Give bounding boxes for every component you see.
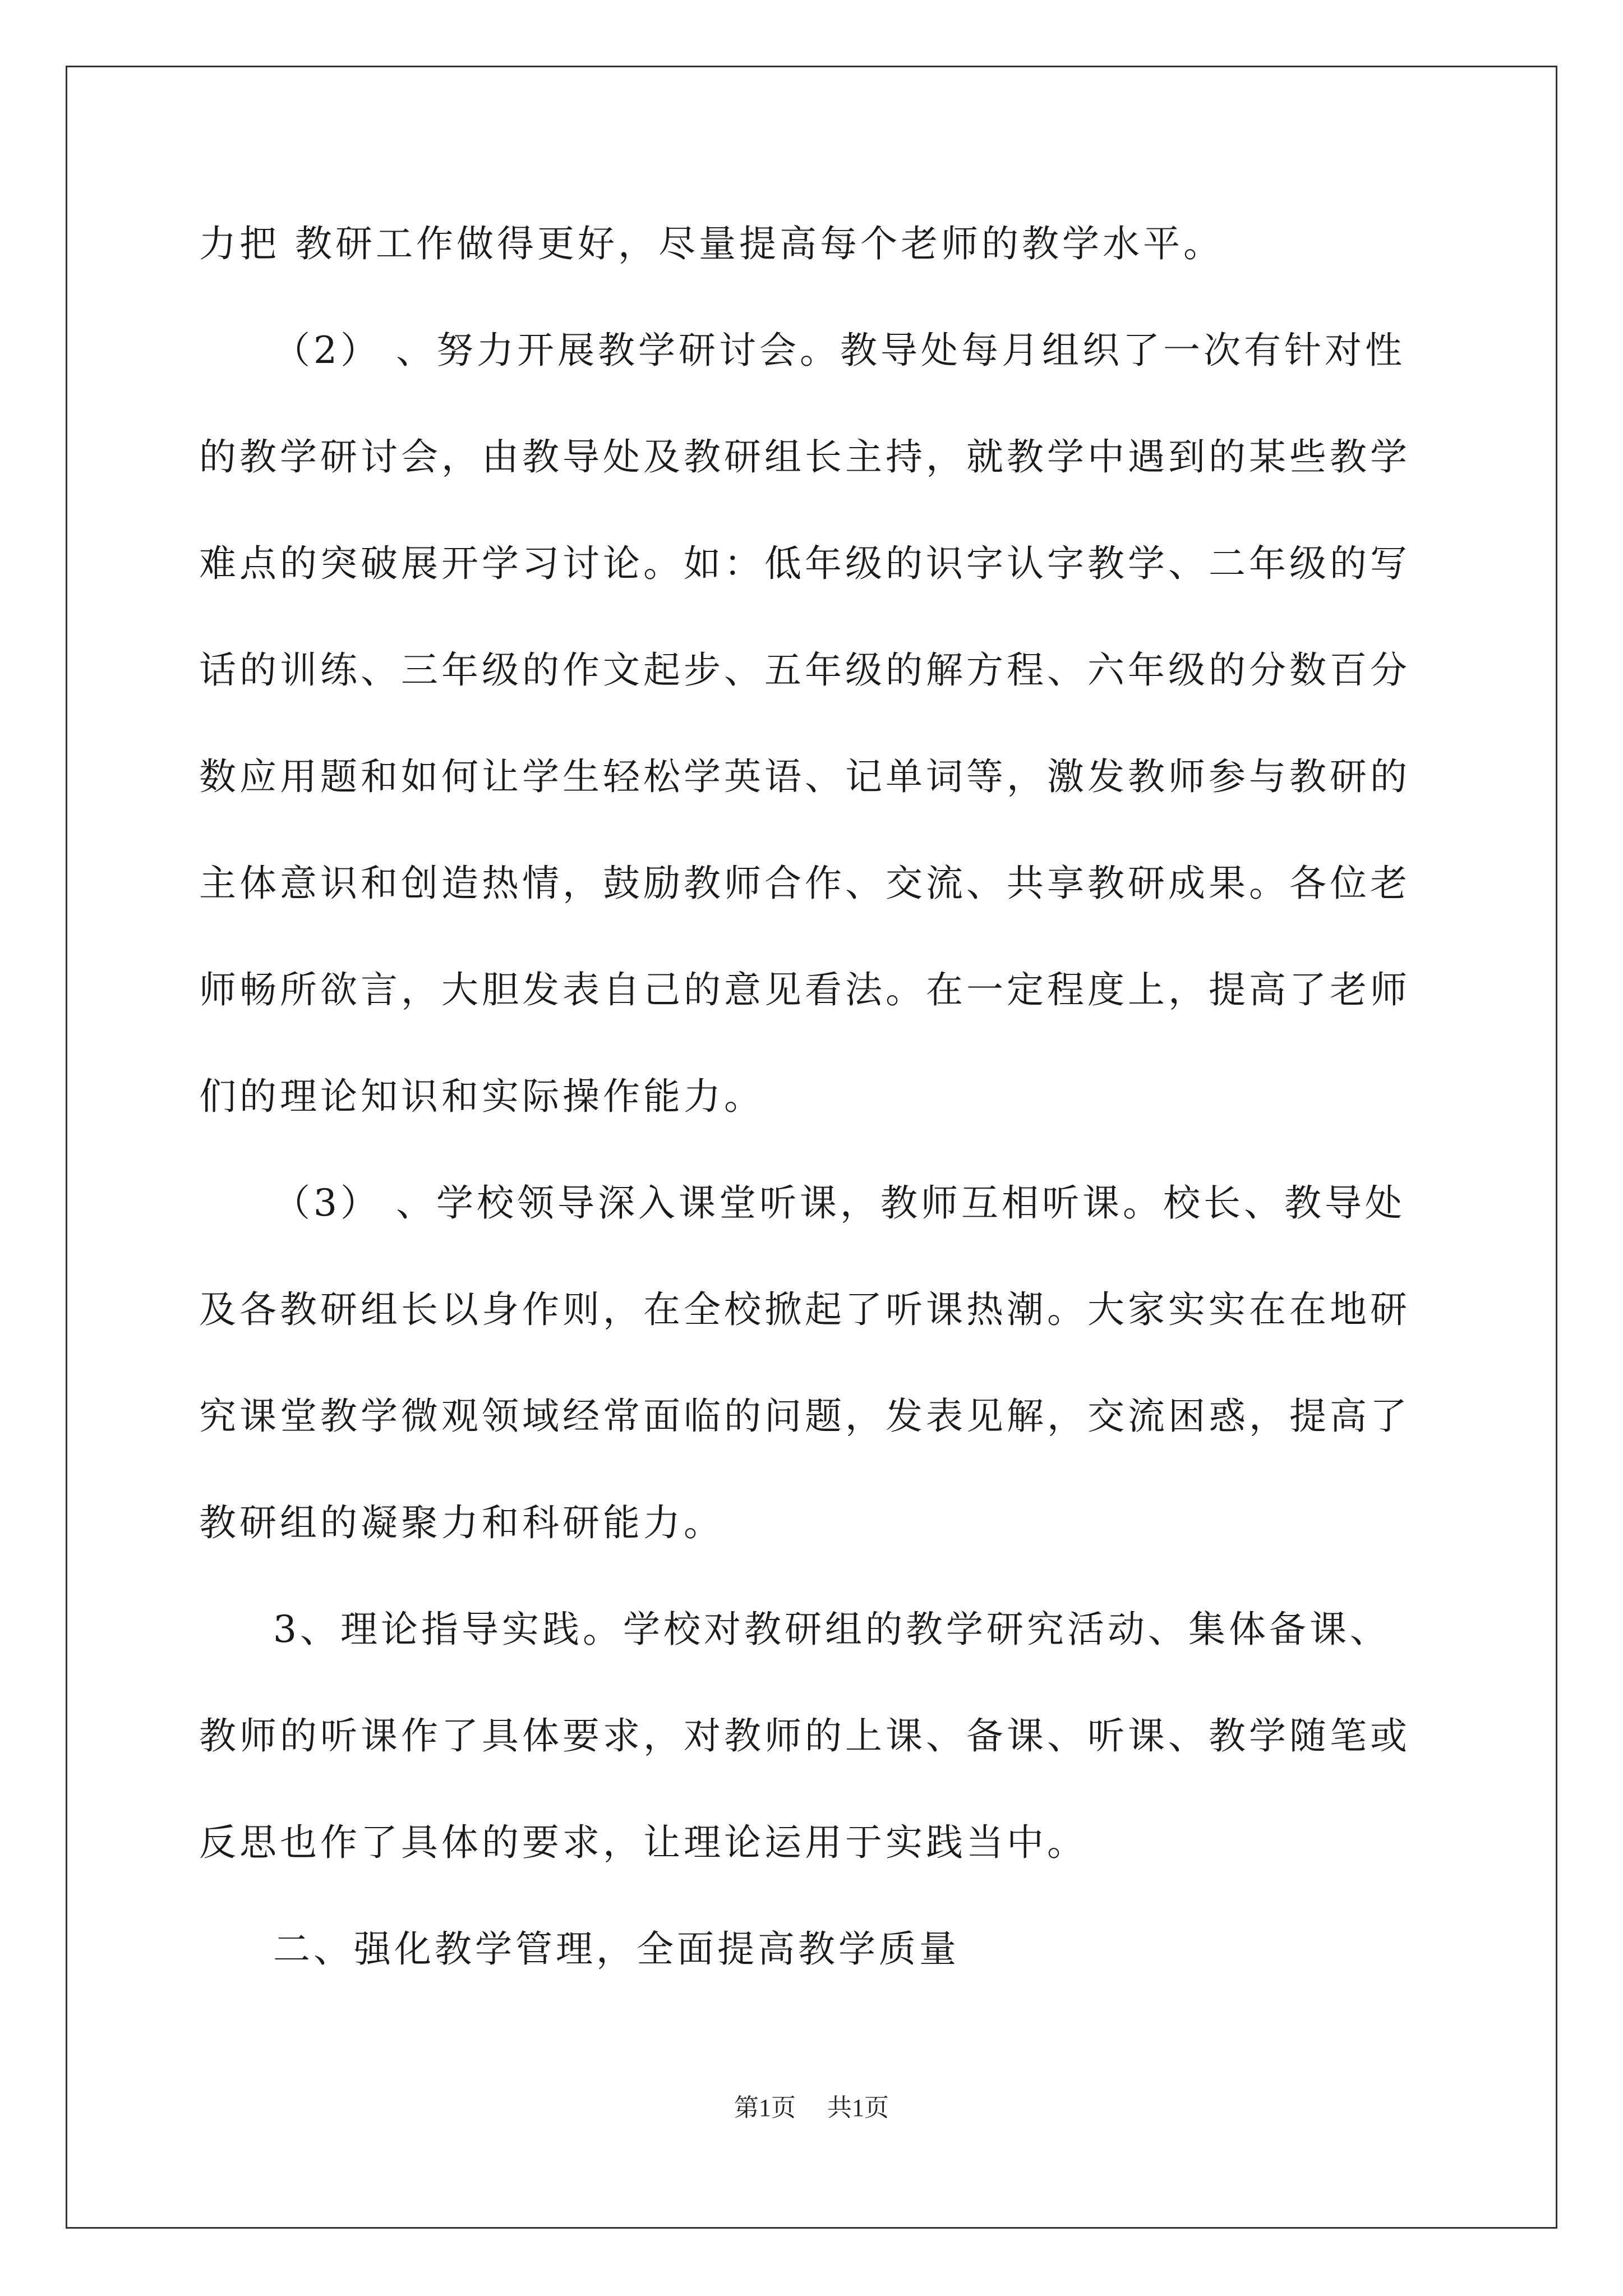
text-line: 及各教研组长以身作则，在全校掀起了听课热潮。大家实实在在地研 — [199, 1288, 1410, 1331]
text-line: 力把 教研工作做得更好，尽量提高每个老师的教学水平。 — [199, 222, 1224, 265]
text-line: （2） 、努力开展教学研讨会。教导处每月组织了一次有针对性 — [273, 329, 1405, 372]
text-line: 话的训练、三年级的作文起步、五年级的解方程、六年级的分数百分 — [199, 648, 1410, 692]
document-body — [199, 191, 1427, 2003]
page-footer — [0, 2091, 1623, 2125]
section-heading: 二、强化教学管理，全面提高教学质量 — [273, 1927, 960, 1971]
text-line: 数应用题和如何让学生轻松学英语、记单词等，激发教师参与教研的 — [199, 755, 1410, 798]
text-line: 教师的听课作了具体要求，对教师的上课、备课、听课、教学随笔或 — [199, 1714, 1410, 1757]
page-number: 第1页 — [734, 2094, 796, 2122]
text-line: 师畅所欲言，大胆发表自己的意见看法。在一定程度上，提高了老师 — [199, 968, 1410, 1011]
text-line: 难点的突破展开学习讨论。如：低年级的识字认字教学、二年级的写 — [199, 542, 1410, 585]
text-line: （3） 、学校领导深入课堂听课，教师互相听课。校长、教导处 — [273, 1181, 1405, 1225]
page-total: 共1页 — [827, 2094, 889, 2122]
text-line: 教研组的凝聚力和科研能力。 — [199, 1501, 724, 1544]
text-line: 反思也作了具体的要求，让理论运用于实践当中。 — [199, 1821, 1087, 1864]
text-line: 究课堂教学微观领域经常面临的问题，发表见解，交流困惑，提高了 — [199, 1395, 1410, 1438]
text-line: 3、理论指导实践。学校对教研组的教学研究活动、集体备课、 — [273, 1608, 1390, 1651]
text-line: 的教学研讨会，由教导处及教研组长主持，就教学中遇到的某些教学 — [199, 435, 1410, 478]
text-line: 们的理论知识和实际操作能力。 — [199, 1075, 764, 1118]
text-line: 主体意识和创造热情，鼓励教师合作、交流、共享教研成果。各位老 — [199, 862, 1410, 905]
